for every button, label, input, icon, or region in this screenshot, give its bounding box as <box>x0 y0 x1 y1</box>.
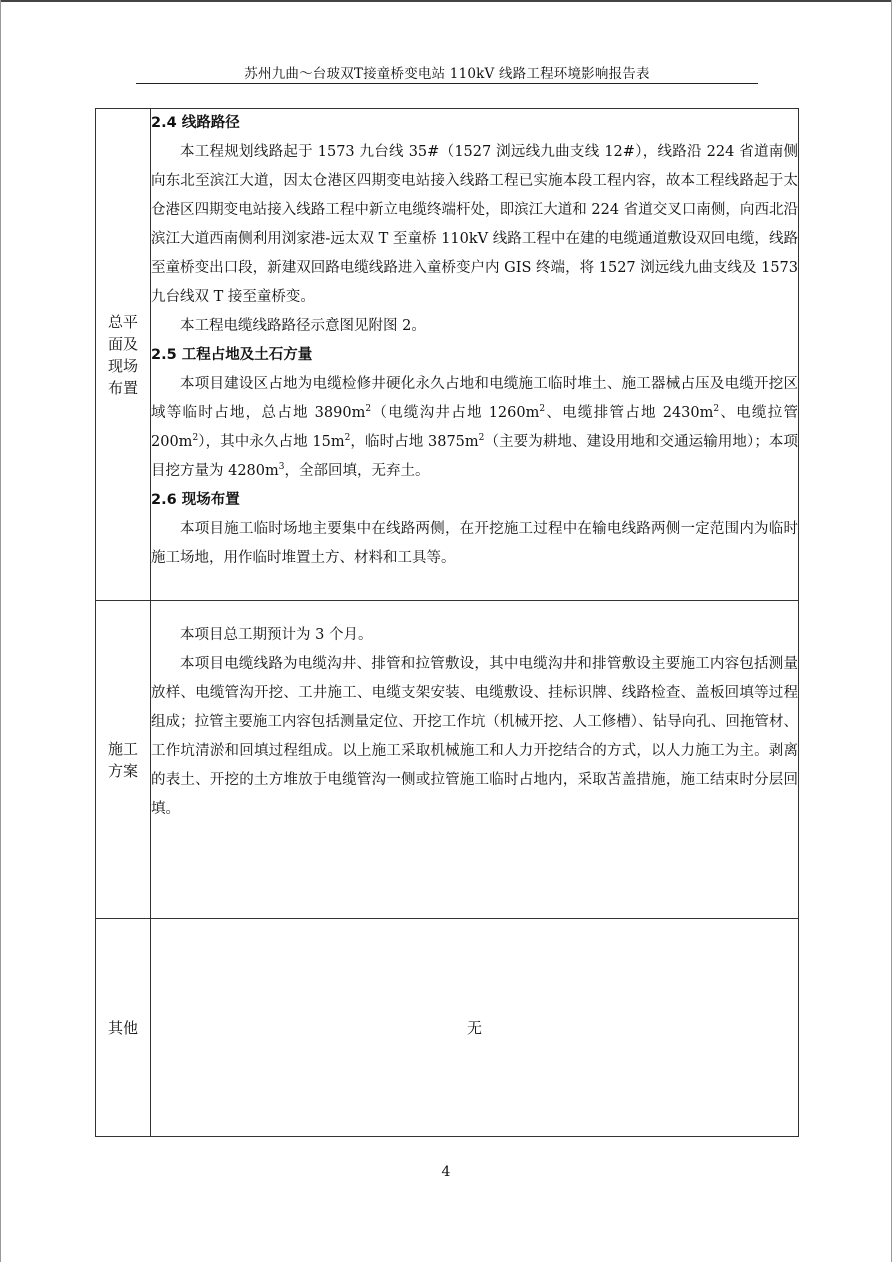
label-line: 面及 <box>107 334 138 353</box>
label-line: 总平 <box>107 312 138 331</box>
row-label-layout <box>96 109 151 601</box>
table-row-layout <box>96 109 799 601</box>
label-line: 现场 <box>107 356 138 375</box>
section-title-route: 2.4 线路路径 <box>151 115 240 131</box>
paragraph-route-ref: 本工程电缆线路路径示意图见附图 2。 <box>180 318 426 334</box>
paragraph-land-desc: 本项目建设区占地为电缆检修井硬化永久占地和电缆施工临时堆土、施工器械占压及电缆开挖区域等临时占地，总占地 $3890m^2$（电缆沟井占地 $1260m^2$、电缆排管占地 $2430m^2$、电缆拉管 $200m^2$），其中永久占地 $15m^2$，临时占地 $3875m^2$（主要为耕地、建设用地和交通运输用地）；本项目挖方量为 $4280m^3$，全部回填，无弃土。 <box>151 376 799 479</box>
row-label-construction <box>96 601 151 919</box>
row-content-other: 无 <box>151 919 799 1137</box>
page-number: 4 <box>441 1164 451 1180</box>
label-line: 方案 <box>107 761 138 780</box>
paragraph-route-desc: 本工程规划线路起于 1573 九台线 35#（1527 浏远线九曲支线 12#），线路沿 224 省道南侧向东北至滨江大道，因太仓港区四期变电站接入线路工程已实施本段工程内容，故本工程线路起于太仓港区四期变电站接入线路工程中新立电缆终端杆处，即滨江大道和 224 省道交叉口南侧，向西北沿滨江大道西南侧利用浏家港-远太双 T 至童桥 110kV 线路工程中在建的电缆通道敷设双回电缆，线路至童桥变出口段，新建双回路电缆线路进入童桥变户内 GIS 终端，将 1527 浏远线九曲支线及 1573 九台线双 T 接至童桥变。 <box>151 144 798 305</box>
paragraph-schedule: 本项目总工期预计为 3 个月。 <box>180 627 373 643</box>
page-top-border <box>0 0 892 2</box>
paragraph-construction-desc: 本项目电缆线路为电缆沟井、排管和拉管敷设，其中电缆沟井和排管敷设主要施工内容包括测量放样、电缆管沟开挖、工井施工、电缆支架安装、电缆敷设、挂标识牌、线路检查、盖板回填等过程组成；拉管主要施工内容包括测量定位、开挖工作坑（机械开挖、人工修槽）、钻导向孔、回拖管材、工作坑清淤和回填过程组成。以上施工采取机械施工和人力开挖结合的方式，以人力施工为主。剥离的表土、开挖的土方堆放于电缆管沟一侧或拉管施工临时占地内，采取苫盖措施，施工结束时分层回填。 <box>151 656 798 817</box>
label-line: 施工 <box>107 739 138 758</box>
page-left-border <box>0 0 1 1262</box>
table-row-construction <box>96 601 799 919</box>
table-row-other <box>96 919 799 1137</box>
paragraph-site-desc: 本项目施工临时场地主要集中在线路两侧，在开挖施工过程中在输电线路两侧一定范围内为临时施工场地，用作临时堆置土方、材料和工具等。 <box>151 521 798 566</box>
label-line: 其他 <box>107 1018 138 1037</box>
row-content-construction <box>151 601 799 919</box>
section-title-land: 2.5 工程占地及土石方量 <box>151 347 313 363</box>
header-rule <box>136 83 758 84</box>
label-line: 布置 <box>107 378 138 397</box>
row-label-other <box>96 919 151 1137</box>
section-title-site: 2.6 现场布置 <box>151 492 240 508</box>
page-header-title: 苏州九曲～台玻双T接童桥变电站 110kV 线路工程环境影响报告表 <box>244 66 650 82</box>
report-table <box>95 108 799 1137</box>
row-content-layout <box>151 109 799 601</box>
